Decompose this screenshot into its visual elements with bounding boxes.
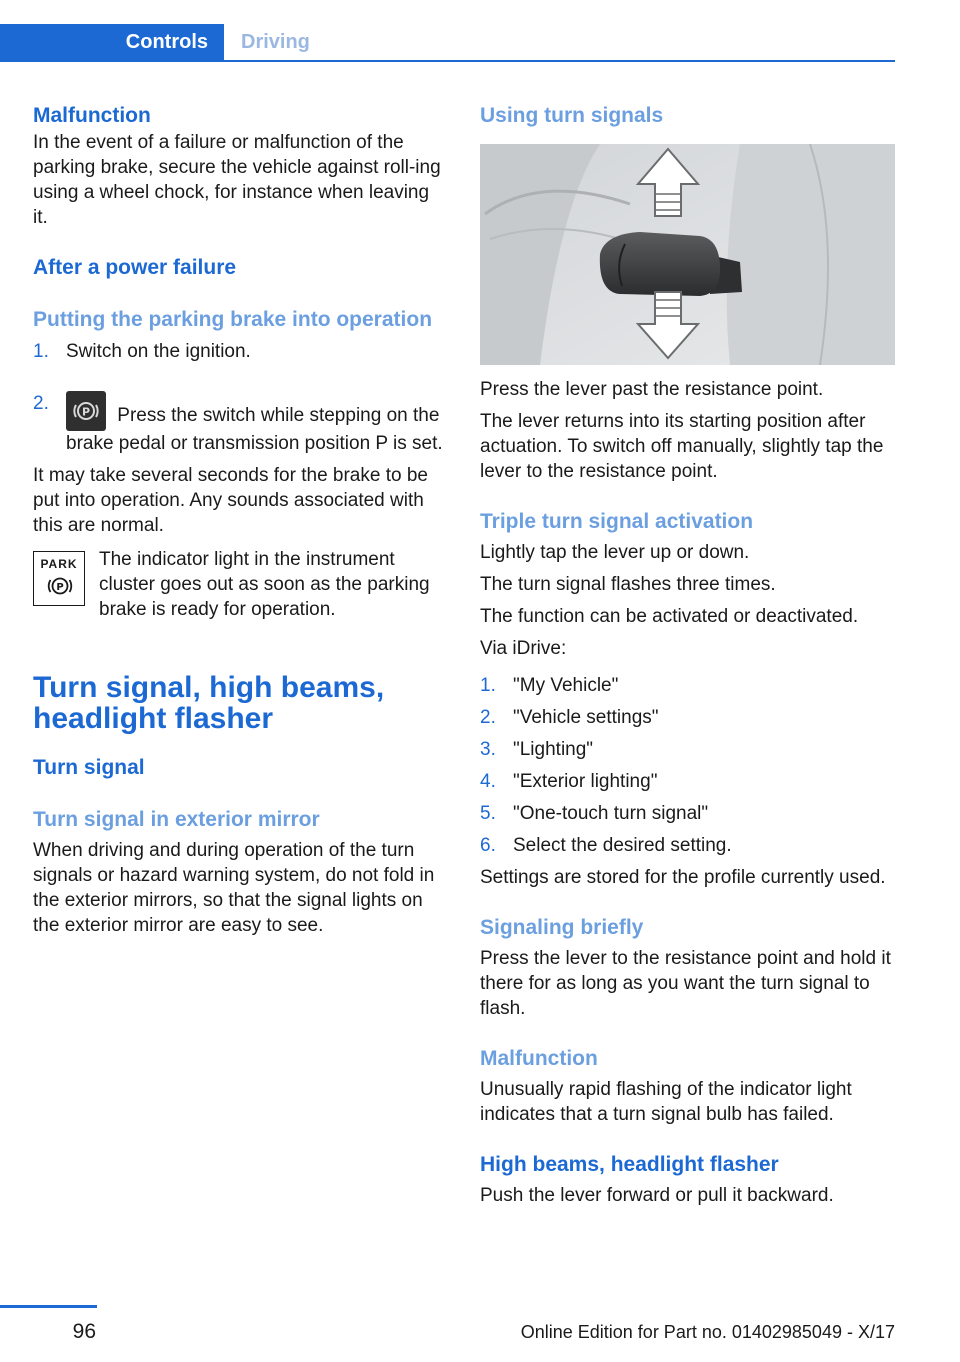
right-column [480, 102, 896, 1208]
right-malfunction-heading: Malfunction [480, 1047, 598, 1070]
tab-controls[interactable]: Controls [0, 24, 224, 60]
putting-into-operation-heading: Putting the parking brake into operation [33, 308, 433, 331]
high-beams-text: Push the lever forward or pull it backward. [480, 1185, 834, 1206]
page-number: 96 [72, 1320, 96, 1343]
step-text: "One-touch turn signal" [513, 803, 709, 824]
using-turn-signals-heading: Using turn signals [480, 104, 664, 127]
power-failure-heading: After a power failure [33, 256, 237, 279]
step-number: 5. [480, 803, 496, 824]
turn-signal-heading: Turn signal [33, 756, 145, 779]
park-indicator-icon [33, 551, 85, 606]
step-text: Switch on the ignition. [66, 341, 251, 362]
svg-text:P: P [81, 405, 91, 419]
tab-driving[interactable]: Driving [241, 30, 310, 53]
indicator-text: The indicator light in the instrument cluster goes out as soon as the parking brake is ready for operation. [99, 549, 430, 620]
footer-rule [0, 1305, 97, 1308]
step-number: 3. [480, 739, 496, 760]
right-malfunction-text: Unusually rapid flashing of the indicator light indicates that a turn signal bulb has failed. [480, 1079, 852, 1125]
list-item [480, 737, 896, 762]
step-number: 1. [33, 341, 49, 362]
step-text: "Vehicle settings" [513, 707, 659, 728]
list-item [480, 705, 896, 730]
indicator-note [33, 547, 449, 622]
turn-signal-lever-illustration [480, 144, 895, 365]
list-item [480, 673, 896, 698]
list-item [33, 391, 449, 456]
section-heading: Turn signal, high beams, headlight flasher [33, 671, 385, 735]
park-icon-label: PARK [40, 557, 78, 571]
step-text: "My Vehicle" [513, 675, 619, 696]
step-text: Press the switch while stepping on the brake pedal or transmission position P is set. [66, 405, 443, 454]
step-number: 6. [480, 835, 496, 856]
list-item [480, 833, 896, 858]
step-text: "Exterior lighting" [513, 771, 658, 792]
step-number: 1. [480, 675, 496, 696]
edition-info: Online Edition for Part no. 01402985049 - X/17 [520, 1322, 895, 1342]
mirror-text: When driving and during operation of the turn signals or hazard warning system, do not fold in the exterior mirrors, so that the signal lights on the exterior mirror are easy to see. [33, 840, 435, 936]
list-item [33, 339, 449, 364]
list-item [480, 801, 896, 826]
malfunction-heading: Malfunction [33, 104, 151, 127]
parking-brake-switch-icon [66, 391, 106, 431]
settings-stored-text: Settings are stored for the profile currently used. [480, 867, 886, 888]
left-column [33, 102, 449, 938]
list-item [480, 769, 896, 794]
signaling-briefly-heading: Signaling briefly [480, 916, 644, 939]
svg-text:P: P [56, 582, 64, 593]
via-idrive-text: Via iDrive: [480, 638, 567, 659]
flashes-text: The turn signal flashes three times. [480, 574, 776, 595]
malfunction-text: In the event of a failure or malfunction of the parking brake, secure the vehicle against roll‐ing using a wheel chock, for instance when leaving it. [33, 132, 441, 228]
high-beams-heading: High beams, headlight flasher [480, 1153, 779, 1176]
signaling-briefly-text: Press the lever to the resistance point and hold it there for as long as you want the turn signal to flash. [480, 948, 891, 1019]
step-number: 4. [480, 771, 496, 792]
seconds-text: It may take several seconds for the brake to be put into operation. Any sounds associated with this are normal. [33, 465, 428, 536]
step-number: 2. [33, 393, 49, 414]
lever-returns-text: The lever returns into its starting position after actuation. To switch off manually, slightly tap the lever to the resistance point. [480, 411, 884, 482]
header-tabs [0, 24, 895, 62]
step-text: "Lighting" [513, 739, 594, 760]
parking-brake-steps [33, 339, 449, 456]
mirror-heading: Turn signal in exterior mirror [33, 808, 320, 831]
header-rule [0, 60, 895, 62]
press-lever-text: Press the lever past the resistance point. [480, 379, 824, 400]
step-text: Select the desired setting. [513, 835, 732, 856]
triple-turn-signal-heading: Triple turn signal activation [480, 510, 754, 533]
step-number: 2. [480, 707, 496, 728]
idrive-menu-steps [480, 673, 896, 858]
function-text: The function can be activated or deactivated. [480, 606, 859, 627]
tap-lever-text: Lightly tap the lever up or down. [480, 542, 750, 563]
